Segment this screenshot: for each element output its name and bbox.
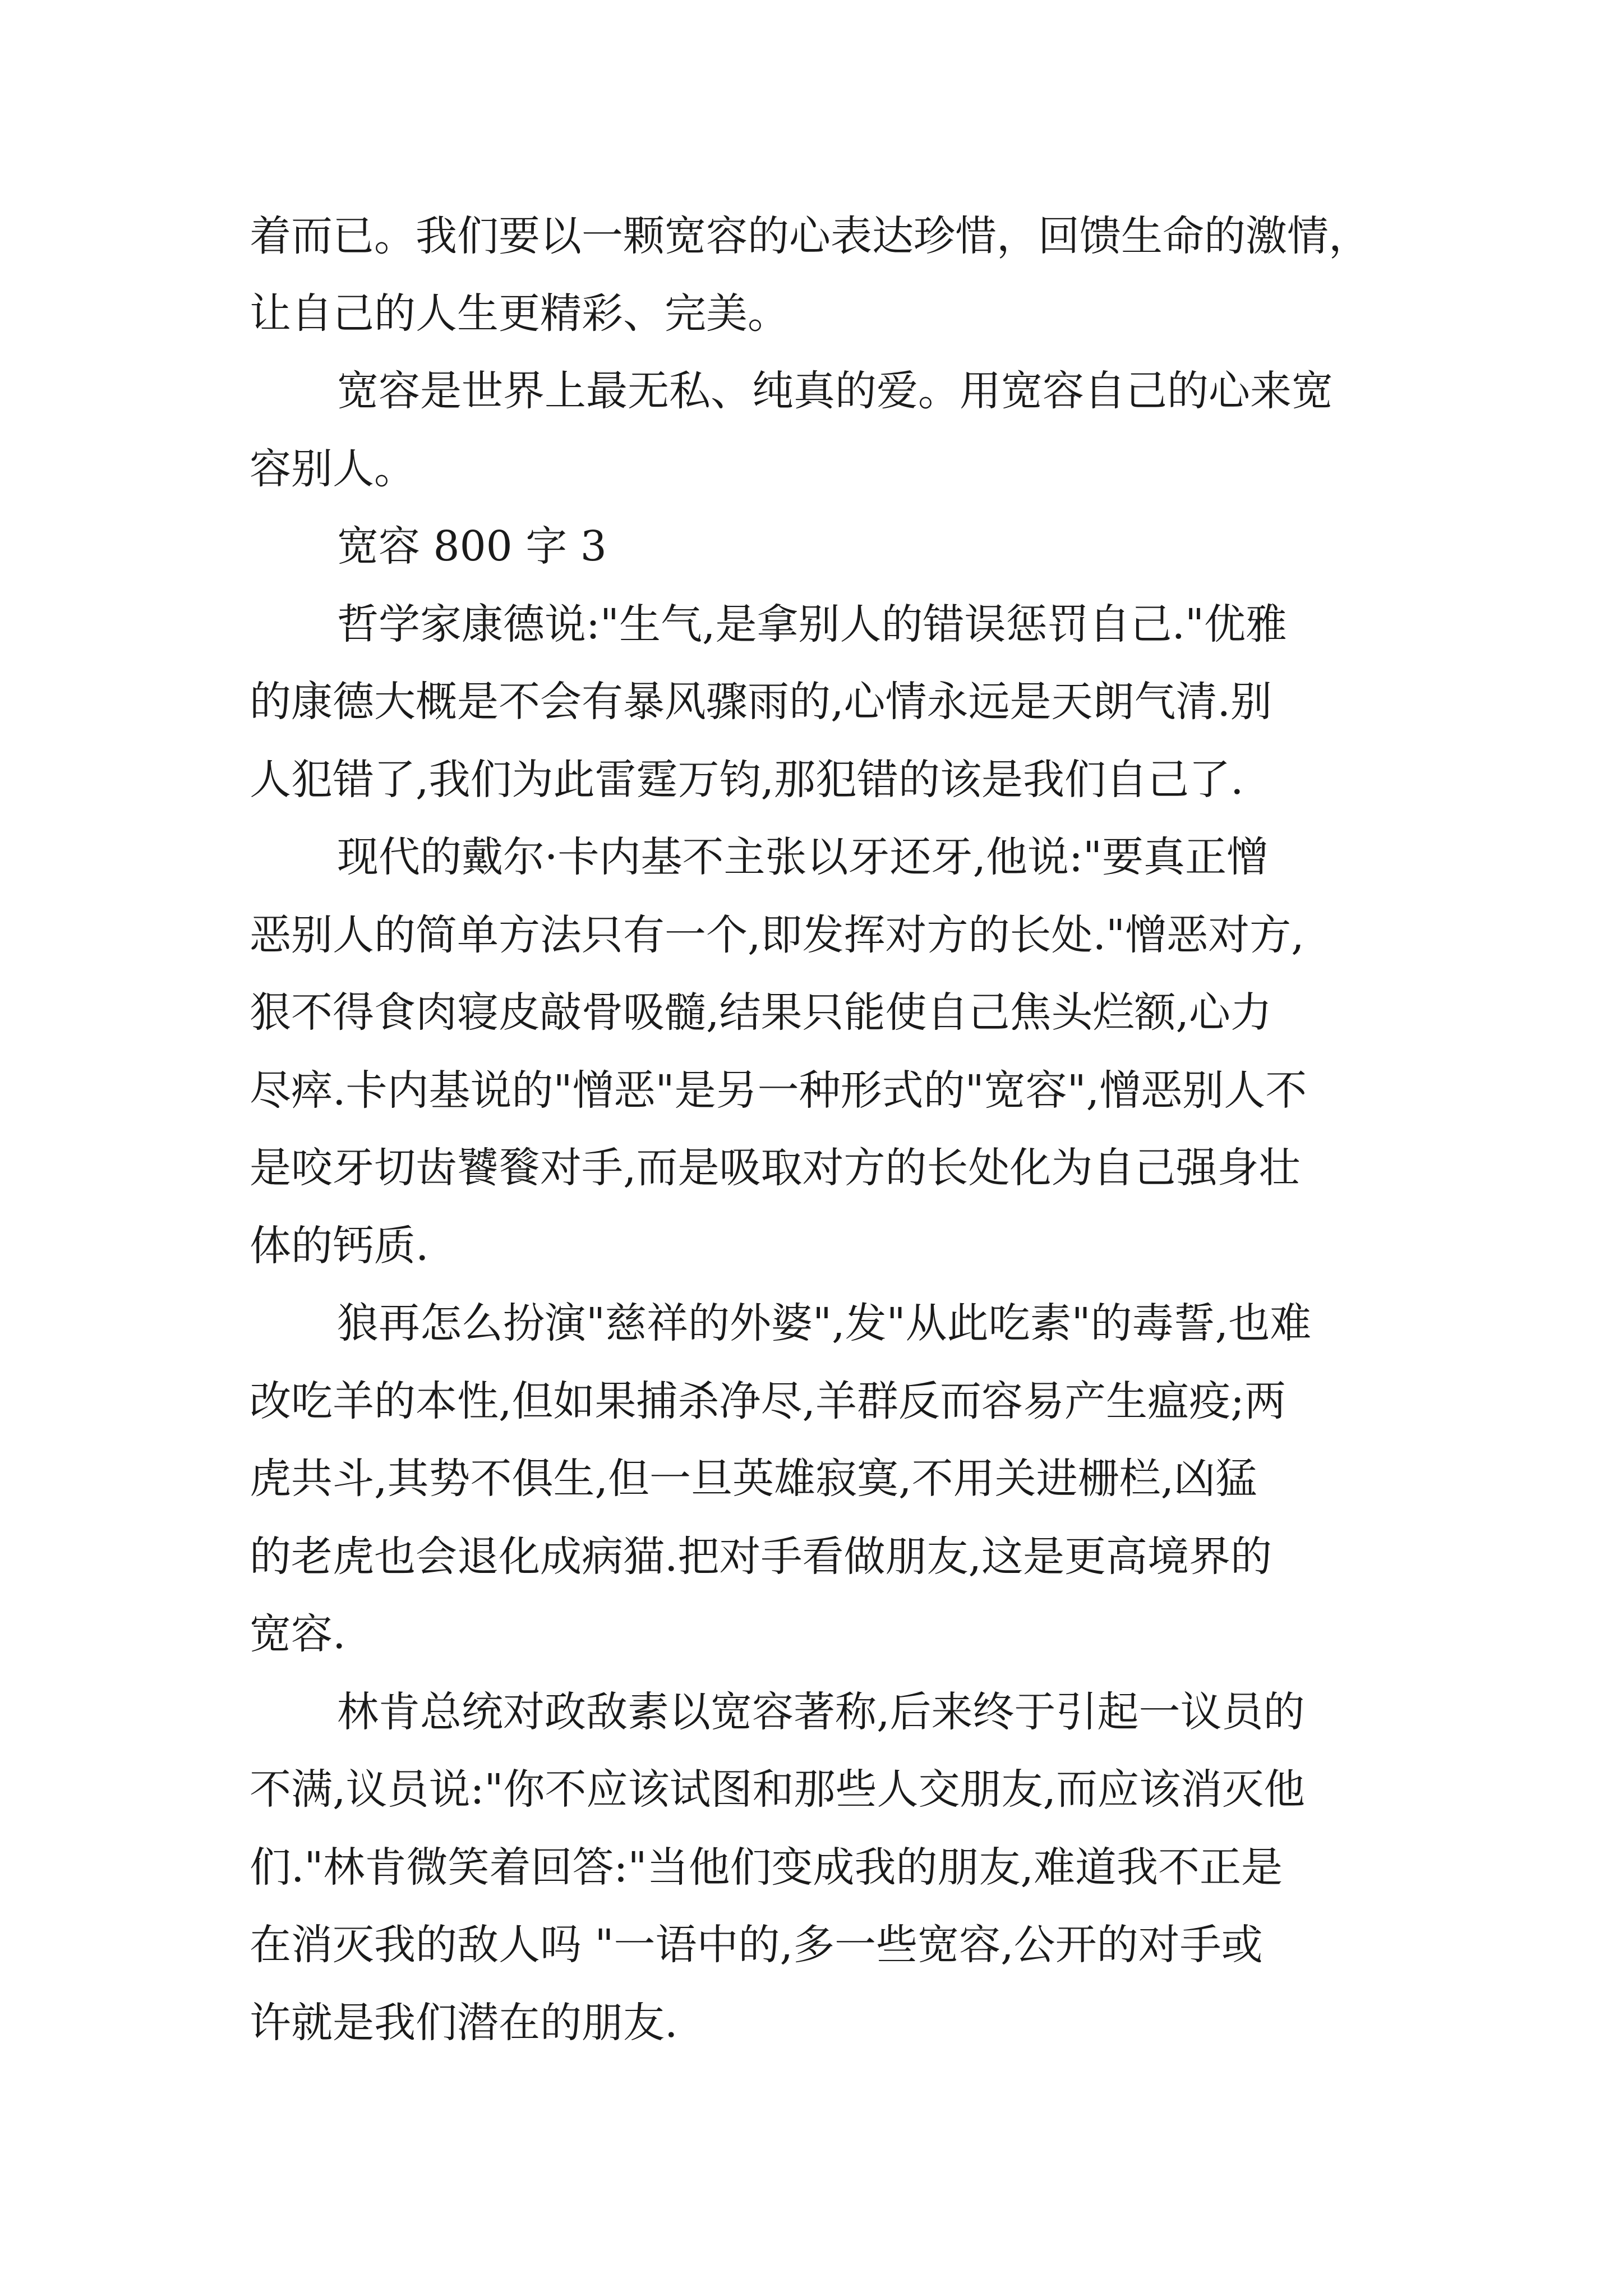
text-line: 是咬牙切齿饕餮对手,而是吸取对方的长处化为自己强身壮 [250,1144,1301,1192]
text-line: 的康德大概是不会有暴风骤雨的,心情永远是天朗气清.别 [250,678,1272,726]
text-line: 不满,议员说:"你不应该试图和那些人交朋友,而应该消灭他 [250,1765,1306,1814]
text-line: 虎共斗,其势不俱生,但一旦英雄寂寞,不用关进栅栏,凶猛 [250,1455,1257,1503]
text-line: 狠不得食肉寝皮敲骨吸髓,结果只能使自己焦头烂额,心力 [250,988,1272,1037]
text-line: 容别人。 [250,445,416,493]
text-line: 在消灭我的敌人吗 "一语中的,多一些宽容,公开的对手或 [250,1921,1263,1969]
paragraph-start-line: 狼再怎么扮演"慈祥的外婆",发"从此吃素"的毒誓,也难 [337,1299,1312,1347]
section-heading: 宽容 800 字 3 [337,522,607,570]
text-line: 着而已。我们要以一颗宽容的心表达珍惜，回馈生命的激情， [250,212,1370,260]
text-line: 的老虎也会退化成病猫.把对手看做朋友,这是更高境界的 [250,1533,1272,1581]
text-line: 体的钙质. [250,1222,429,1270]
paragraph-start-line: 哲学家康德说:"生气,是拿别人的错误惩罚自己."优雅 [337,600,1288,648]
text-line: 许就是我们潜在的朋友. [250,1999,678,2047]
text-line: 让自己的人生更精彩、完美。 [250,289,789,338]
text-line: 改吃羊的本性,但如果捕杀净尽,羊群反而容易产生瘟疫;两 [250,1377,1286,1425]
paragraph-start-line: 宽容是世界上最无私、纯真的爱。用宽容自己的心来宽 [337,367,1333,415]
text-line: 们."林肯微笑着回答:"当他们变成我的朋友,难道我不正是 [250,1843,1283,1892]
paragraph-start-line: 现代的戴尔·卡内基不主张以牙还牙,他说:"要真正憎 [337,833,1269,881]
text-line: 恶别人的简单方法只有一个,即发挥对方的长处."憎恶对方, [250,911,1304,959]
paragraph-start-line: 林肯总统对政敌素以宽容著称,后来终于引起一议员的 [337,1688,1305,1736]
text-line: 尽瘁.卡内基说的"憎恶"是另一种形式的"宽容",憎恶别人不 [250,1066,1307,1115]
text-line: 人犯错了,我们为此雷霆万钧,那犯错的该是我们自己了. [250,756,1244,804]
text-line: 宽容. [250,1610,346,1658]
